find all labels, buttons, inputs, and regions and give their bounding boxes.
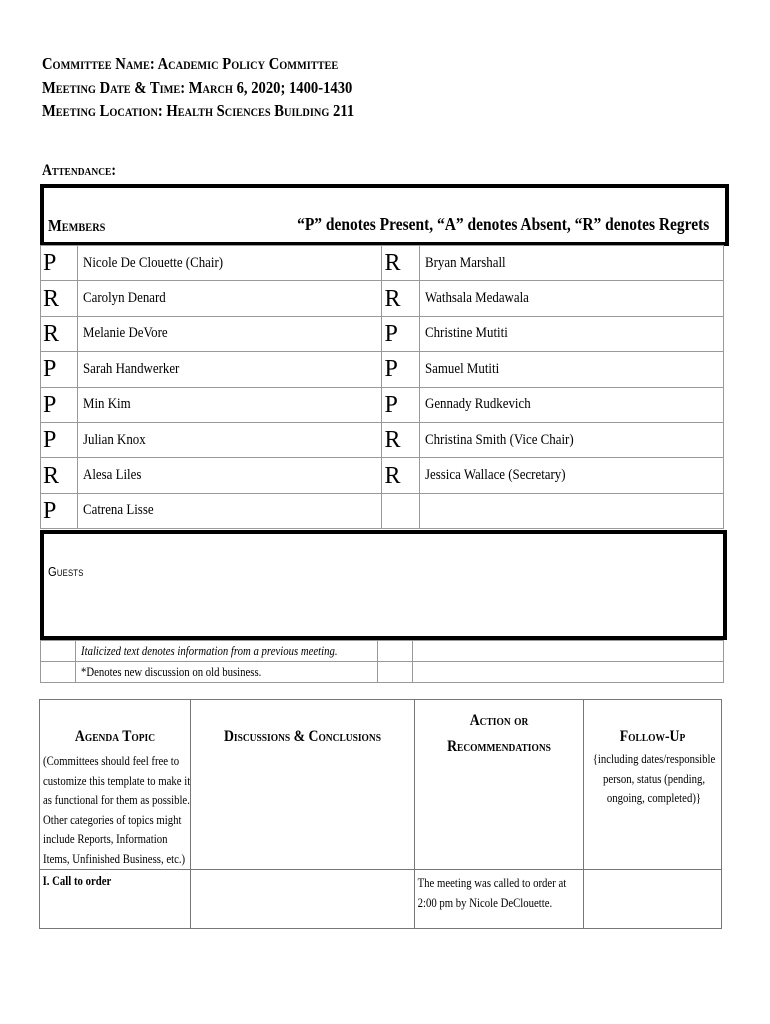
member-row (41, 458, 724, 493)
member-status: P (384, 391, 398, 418)
member-row (41, 493, 724, 528)
notes-table (40, 640, 724, 683)
member-name: Samuel Mutiti (424, 360, 499, 377)
document-header (42, 52, 742, 123)
follow-up-header: Follow-Up (619, 728, 686, 745)
member-name: Wathsala Medawala (424, 290, 529, 307)
attendance-heading: Attendance: (42, 162, 116, 179)
status-legend: “P” denotes Present, “A” denotes Absent, “R” denotes Regrets (296, 214, 709, 234)
agenda-follow-up (584, 870, 753, 878)
member-status: P (384, 356, 398, 383)
agenda-action: The meeting was called to order at 2:00 pm by Nicole DeClouette. (417, 876, 567, 910)
agenda-topic-header: Agenda Topic (74, 728, 156, 745)
member-name: Sarah Handwerker (83, 360, 180, 377)
agenda-row (40, 870, 722, 929)
committee-name: Committee Name: Academic Policy Committee (42, 54, 339, 73)
members-title: Members (48, 216, 106, 235)
agenda-discussion (191, 870, 360, 878)
action-header: Action or Recommendations (447, 712, 551, 755)
member-row (41, 422, 724, 457)
member-status: P (43, 427, 57, 454)
member-name: Melanie DeVore (83, 325, 168, 342)
guests-label: Guests (48, 564, 84, 579)
member-name: Jessica Wallace (Secretary) (424, 467, 566, 484)
member-row (41, 281, 724, 316)
member-name: Min Kim (83, 396, 131, 413)
member-status: P (43, 497, 57, 524)
member-status: R (384, 285, 401, 312)
follow-up-note: {including dates/responsible person, status (pending, ongoing, completed)} (592, 752, 716, 805)
discussions-header: Discussions & Conclusions (223, 728, 382, 745)
member-status: P (43, 250, 57, 277)
member-row (41, 316, 724, 351)
member-name: Carolyn Denard (83, 290, 167, 307)
member-name: Christina Smith (Vice Chair) (424, 431, 574, 448)
agenda-header-row (40, 700, 722, 870)
topic-note: (Committees should feel free to customize this template to make it as functional for them as possible. Other categories of topics might include Reports, Information Items, Unfinished Business, etc.) (43, 754, 191, 866)
member-status: P (43, 356, 57, 383)
guests-box (40, 530, 727, 640)
agenda-table (39, 699, 722, 929)
member-name: Christine Mutiti (424, 325, 508, 342)
note-row (41, 641, 724, 662)
member-row (41, 387, 724, 422)
member-status: R (43, 462, 60, 489)
member-name: Nicole De Clouette (Chair) (83, 254, 224, 271)
member-status: R (43, 285, 60, 312)
member-name: Alesa Liles (83, 467, 142, 484)
members-table (40, 245, 724, 529)
member-row (41, 246, 724, 281)
member-status: R (384, 462, 401, 489)
italic-note: Italicized text denotes information from a previous meeting. (81, 643, 338, 658)
note-row (41, 662, 724, 683)
meeting-date-time: Meeting Date & Time: March 6, 2020; 1400-1430 (42, 77, 353, 97)
member-status: R (384, 250, 401, 277)
members-header (40, 184, 729, 246)
member-name: Gennady Rudkevich (424, 396, 531, 413)
member-name: Julian Knox (83, 431, 146, 448)
member-name: Bryan Marshall (424, 254, 506, 271)
member-status: P (384, 320, 398, 347)
member-name: Catrena Lisse (83, 502, 154, 519)
member-status: P (43, 391, 57, 418)
asterisk-note: *Denotes new discussion on old business. (81, 664, 262, 679)
member-status: R (384, 427, 401, 454)
meeting-location: Meeting Location: Health Sciences Building 211 (42, 101, 355, 120)
agenda-topic: I. Call to order (42, 874, 112, 888)
member-status: R (43, 320, 60, 347)
member-row (41, 352, 724, 387)
